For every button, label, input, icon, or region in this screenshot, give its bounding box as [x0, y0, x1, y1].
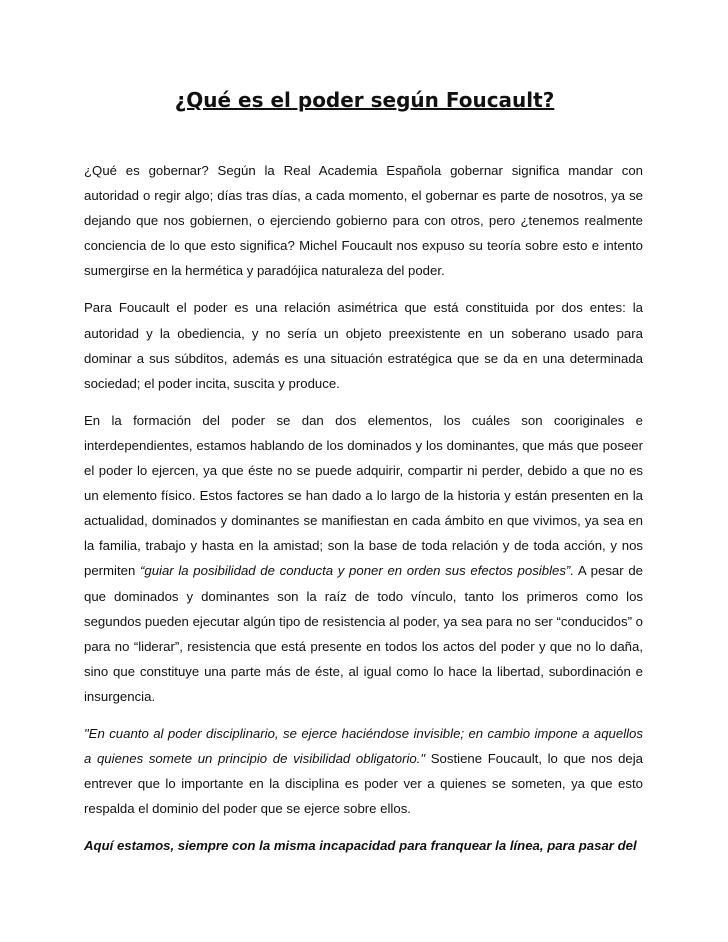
paragraph-4-text: Sostiene Foucault, lo que nos deja entrever que lo importante en la disciplina es poder ver a quienes se someten, ya que esto respalda el dominio del poder que se ejerce sobre ellos. [84, 751, 643, 817]
paragraph-3-quote: “guiar la posibilidad de conducta y poner en orden sus efectos posibles”. [139, 563, 574, 579]
paragraph-3 [84, 408, 643, 709]
document-title: ¿Qué es el poder según Foucault? [174, 88, 555, 112]
paragraph-5 [84, 833, 643, 858]
paragraph-2: Para Foucault el poder es una relación asimétrica que está constituida por dos entes: la autoridad y la obediencia, y no sería un objeto preexistente en un soberano usado para dominar a sus súbditos, además es una situación estratégica que se da en una determinada sociedad; el poder incita, suscita y produce. [84, 300, 643, 391]
paragraph-3-text-a: En la formación del poder se dan dos elementos, los cuáles son cooriginales e interdependientes, estamos hablando de los dominados y los dominantes, que más que poseer el poder lo ejercen, ya que éste no se puede adquirir, compartir ni perder, debido a que no es un elemento físico. Estos factores se han dado a lo largo de la historia y están presenten en la actualidad, dominados y dominantes se manifiestan en cada ámbito en que vivimos, ya sea en la familia, trabajo y hasta en la amistad; son la base de toda relación y de toda acción, y nos permiten [84, 412, 643, 579]
paragraph-4-quote: "En cuanto al poder disciplinario, se ejerce haciéndose invisible; en cambio impone a aquellos a quienes somete un principio de visibilidad obligatorio." [84, 725, 643, 767]
paragraph-5-text: Aquí estamos, siempre con la misma incapacidad para franquear la línea, para pasar del [84, 838, 637, 854]
paragraph-1: ¿Qué es gobernar? Según la Real Academia Española gobernar significa mandar con autoridad o regir algo; días tras días, a cada momento, el gobernar es parte de nosotros, ya se dejando que nos gobiernen, o ejerciendo gobierno para con otros, pero ¿tenemos realmente conciencia de lo que esto significa? Michel Foucault nos expuso su teoría sobre esto e intento sumergirse en la hermética y paradójica naturaleza del poder. [84, 163, 643, 279]
paragraph-3-text-b: A pesar de que dominados y dominantes son la raíz de todo vínculo, tanto los primeros como los segundos pueden ejecutar algún tipo de resistencia al poder, ya sea para no ser “conducidos” o para no “liderar”, resistencia que está presente en todos los actos del poder y que no lo daña, sino que constituye una parte más de éste, al igual como lo hace la libertad, subordinación e insurgencia. [84, 563, 643, 704]
paragraph-4 [84, 721, 643, 821]
